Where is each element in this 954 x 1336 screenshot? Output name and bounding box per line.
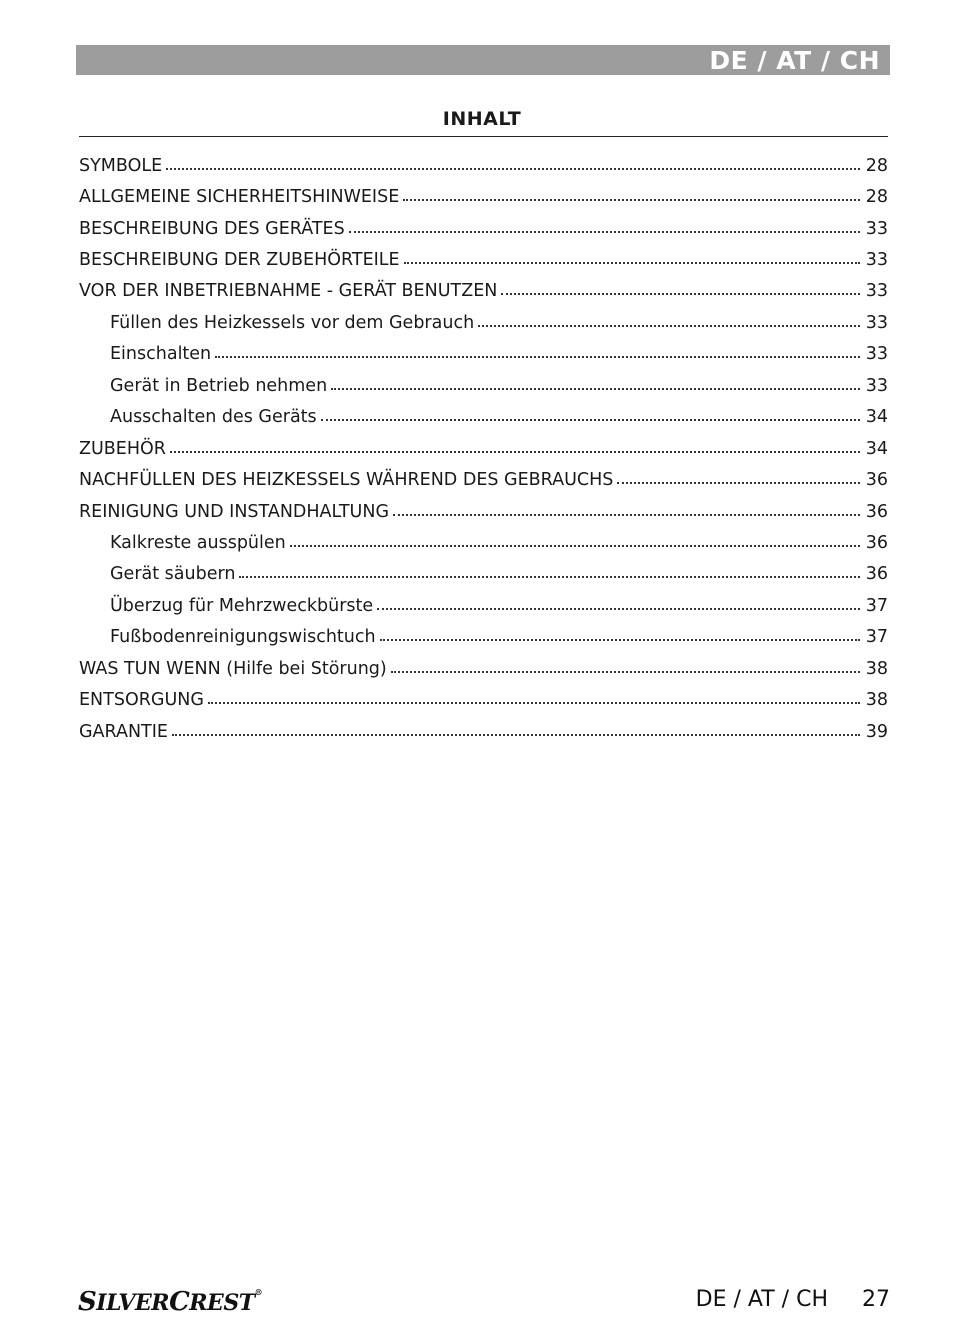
toc-entry-page: 33 [865,281,888,302]
toc-entry-page: 28 [865,155,888,176]
toc-entry[interactable] [79,653,888,684]
toc-entry[interactable] [79,244,888,275]
toc-entry[interactable] [79,716,888,747]
toc-entry-label: VOR DER INBETRIEBNAHME - GERÄT BENUTZEN [79,281,498,302]
toc-dot-leader [166,168,860,170]
toc-entry-page: 38 [865,658,888,679]
toc-entry[interactable] [79,464,888,495]
toc-entry-page: 28 [865,187,888,208]
toc-entry[interactable] [79,370,888,401]
toc-dot-leader [380,639,860,641]
toc-entry-label: BESCHREIBUNG DES GERÄTES [79,218,345,239]
toc-entry-label: WAS TUN WENN (Hilfe bei Störung) [79,658,387,679]
toc-dot-leader [501,293,860,295]
toc-dot-leader [404,262,860,264]
toc-entry-label: NACHFÜLLEN DES HEIZKESSELS WÄHREND DES GEBRAUCHS [79,470,614,491]
toc-entry-label: ZUBEHÖR [79,438,166,459]
toc-dot-leader [377,608,860,610]
toc-dot-leader [393,514,860,516]
toc-title: INHALT [442,108,522,130]
toc-entry[interactable] [79,684,888,715]
toc-entry[interactable] [79,527,888,558]
toc-dot-leader [349,231,860,233]
toc-dot-leader [208,702,860,704]
toc-dot-leader [391,671,860,673]
toc-entry-label: Gerät in Betrieb nehmen [110,375,328,396]
footer-page-info [696,1287,890,1312]
toc-dot-leader [290,545,860,547]
toc-entry-label: REINIGUNG UND INSTANDHALTUNG [79,501,390,522]
toc-entry[interactable] [79,276,888,307]
toc-dot-leader [321,419,860,421]
toc-entry-page: 38 [865,690,888,711]
toc-entry-label: GARANTIE [79,721,168,742]
toc-dot-leader [403,199,860,201]
toc-entry[interactable] [79,150,888,181]
toc-entry-label: ALLGEMEINE SICHERHEITSHINWEISE [79,187,400,208]
header-bar [76,45,890,75]
toc-entry-page: 36 [865,532,888,553]
toc-entry-page: 34 [865,438,888,459]
toc-entry-label: BESCHREIBUNG DER ZUBEHÖRTEILE [79,250,400,271]
title-divider [79,136,888,137]
brand-logo-initial-c: C [169,1287,190,1317]
toc-entry-label: Einschalten [110,344,212,365]
registered-mark: ® [254,1287,263,1297]
toc-entry[interactable] [79,622,888,653]
toc-entry-page: 33 [865,344,888,365]
toc-entry-label: ENTSORGUNG [79,690,204,711]
toc-entry-page: 39 [865,721,888,742]
toc-dot-leader [617,482,860,484]
toc-entry-page: 37 [865,627,888,648]
toc-dot-leader [331,388,860,390]
toc-dot-leader [215,356,860,358]
toc-entry-page: 37 [865,595,888,616]
footer-language-label: DE / AT / CH [695,1287,828,1312]
toc-entry[interactable] [79,433,888,464]
toc-entry[interactable] [79,213,888,244]
toc-dot-leader [170,451,860,453]
toc-entry-label: SYMBOLE [79,155,163,176]
toc-entry-label: Gerät säubern [110,564,236,585]
toc-entry-page: 33 [865,250,888,271]
header-language-label: DE / AT / CH [709,46,880,75]
toc-entry[interactable] [79,339,888,370]
brand-logo-rest-1: ILVER [96,1290,170,1316]
brand-logo-initial-s: S [78,1287,97,1317]
toc-entry-label: Füllen des Heizkessels vor dem Gebrauch [110,312,475,333]
toc-entry-page: 34 [865,407,888,428]
toc-entry-page: 33 [865,312,888,333]
toc-entry[interactable] [79,559,888,590]
toc-entry-page: 36 [865,501,888,522]
toc-entry-page: 33 [865,375,888,396]
brand-logo [78,1287,262,1317]
toc-entry[interactable] [79,181,888,212]
toc-entry-label: Kalkreste ausspülen [110,532,286,553]
toc-entry[interactable] [79,590,888,621]
toc-entry-page: 33 [865,218,888,239]
toc-entry[interactable] [79,307,888,338]
toc-entry-label: Fußbodenreinigungswischtuch [110,627,376,648]
toc-entry-page: 36 [865,470,888,491]
toc-entry[interactable] [79,496,888,527]
toc-dot-leader [239,576,860,578]
page-number: 27 [862,1287,890,1312]
toc-entry[interactable] [79,402,888,433]
toc-dot-leader [172,734,860,736]
brand-logo-rest-2: REST [189,1290,255,1316]
toc-entry-label: Überzug für Mehrzweckbürste [110,595,374,616]
toc-entry-page: 36 [865,564,888,585]
table-of-contents [79,150,888,747]
toc-entry-label: Ausschalten des Geräts [110,407,317,428]
toc-dot-leader [478,325,860,327]
